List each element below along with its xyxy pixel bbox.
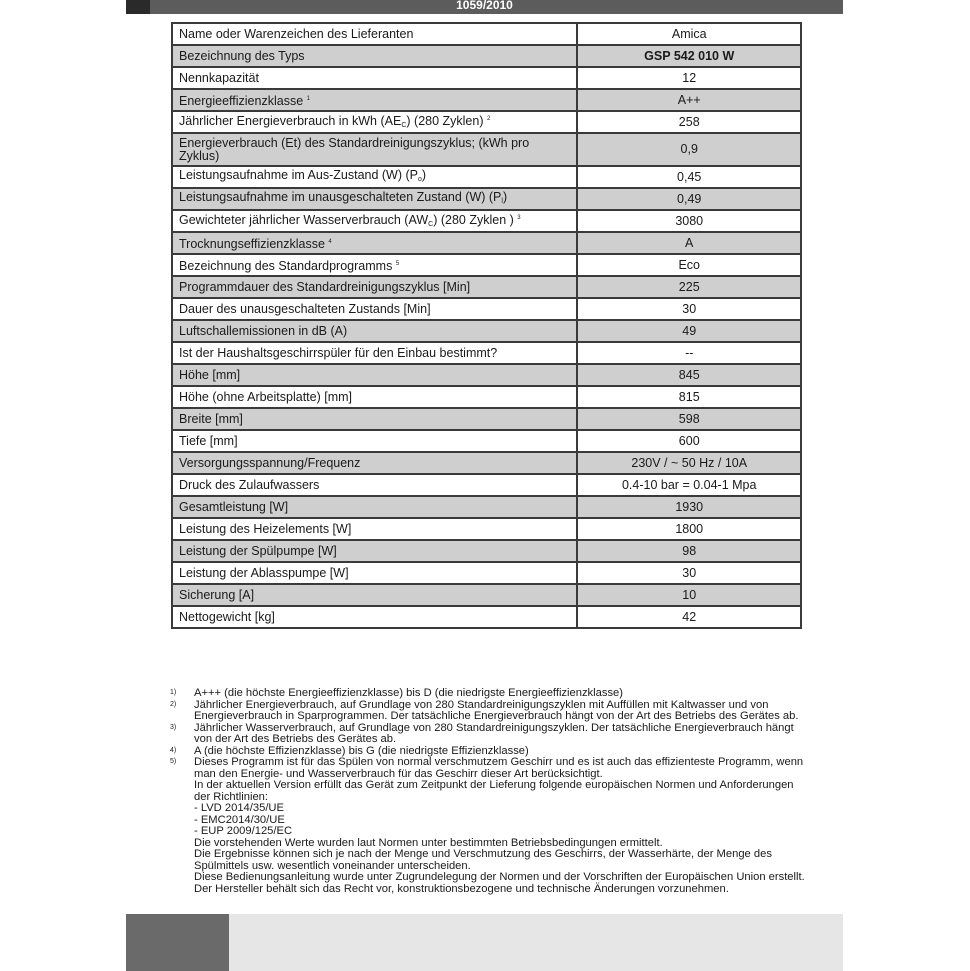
row-value: 230V / ~ 50 Hz / 10A (577, 452, 801, 474)
row-label: Höhe [mm] (172, 364, 577, 386)
header-corner-block (126, 0, 150, 14)
row-value: 42 (577, 606, 801, 628)
row-value: 1800 (577, 518, 801, 540)
table-row (172, 584, 801, 606)
row-value: 845 (577, 364, 801, 386)
additional-info (194, 780, 810, 895)
additional-line: - EUP 2009/125/EC (194, 825, 293, 837)
additional-line: Diese Bedienungsanleitung wurde unter Zugrundelegung der Normen und der Vorschriften der Europäischen Union erstellt. (194, 871, 805, 883)
row-label: Leistung der Spülpumpe [W] (172, 540, 577, 562)
footer-dark-block (126, 914, 229, 971)
table-row (172, 452, 801, 474)
row-value: -- (577, 342, 801, 364)
footnote (170, 723, 810, 746)
table-row (172, 496, 801, 518)
regulation-number: 1059/2010 (456, 0, 513, 12)
row-label: Bezeichnung des Standardprogramms $^5$ (172, 254, 577, 276)
row-label: Druck des Zulaufwassers (172, 474, 577, 496)
footnote (170, 700, 810, 723)
row-label: Energieverbrauch (Et) des Standardreinigungszyklus; (kWh pro Zyklus) (172, 133, 577, 166)
row-label: Leistungsaufnahme im unausgeschalteten Zustand (W) $(P_l)$ (172, 188, 577, 210)
footnote-text: Jährlicher Energieverbrauch, auf Grundlage von 280 Standardreinigungszyklen mit Auffüllen mit Kaltwasser und von Energieverbrauch in Sparprogrammen. Der tatsächliche Energieverbrauch hängt von der Art des Betriebs des Gerätes ab. (194, 698, 799, 722)
row-label: Jährlicher Energieverbrauch in kWh $(AE_C)$ (280 Zyklen) $^2$ (172, 111, 577, 133)
additional-line: In der aktuellen Version erfüllt das Gerät zum Zeitpunkt der Lieferung folgende europäischen Normen und Anforderungen der Richtlinien: (194, 779, 794, 803)
row-value: 0,45 (577, 166, 801, 188)
table-row (172, 254, 801, 276)
row-label: Gesamtleistung [W] (172, 496, 577, 518)
row-value: 30 (577, 562, 801, 584)
footnote-text: A (die höchste Effizienzklasse) bis G (die niedrigste Effizienzklasse) (194, 744, 529, 757)
row-value: Eco (577, 254, 801, 276)
row-label: Tiefe [mm] (172, 430, 577, 452)
row-label: Trocknungseffizienzklasse $^4$ (172, 232, 577, 254)
additional-line: Die vorstehenden Werte wurden laut Normen unter bestimmten Betriebsbedingungen ermittelt. (194, 836, 663, 849)
row-label: Leistung des Heizelements [W] (172, 518, 577, 540)
footnote-text: A+++ (die höchste Energieeffizienzklasse) bis D (die niedrigste Energieeffizienzklasse) (194, 687, 623, 699)
table-row (172, 408, 801, 430)
table-row (172, 210, 801, 232)
row-value: A (577, 232, 801, 254)
table-row (172, 188, 801, 210)
row-value: 598 (577, 408, 801, 430)
footnote-number: 2) (170, 700, 177, 708)
row-label: Höhe (ohne Arbeitsplatte) [mm] (172, 386, 577, 408)
table-row (172, 386, 801, 408)
row-value: 12 (577, 67, 801, 89)
footnote (170, 757, 810, 780)
row-value: 0,9 (577, 133, 801, 166)
row-label: Bezeichnung des Typs (172, 45, 577, 67)
table-row (172, 606, 801, 628)
row-value: GSP 542 010 W (577, 45, 801, 67)
row-value: 815 (577, 386, 801, 408)
row-label: Dauer des unausgeschalteten Zustands [Min] (172, 298, 577, 320)
row-value: 10 (577, 584, 801, 606)
row-value: 225 (577, 276, 801, 298)
footnote-number: 1) (170, 689, 177, 696)
table-row (172, 166, 801, 188)
table-row (172, 133, 801, 166)
footnote-text: Dieses Programm ist für das Spülen von normal verschmutzem Geschirr und es ist auch das effizienteste Programm, wenn man den Energie- und Wasserverbrauch für das Geschirr dieser Art berücksichtigt. (194, 756, 804, 780)
row-value: A++ (577, 89, 801, 111)
footnote (170, 688, 810, 700)
row-label: Programmdauer des Standardreinigungszyklus [Min] (172, 276, 577, 298)
additional-line: Der Hersteller behält sich das Recht vor, konstruktionsbezogene und technische Änderungen vorzunehmen. (194, 882, 729, 895)
row-value: 30 (577, 298, 801, 320)
table-row (172, 540, 801, 562)
footer-light-block (229, 914, 843, 971)
row-value: 600 (577, 430, 801, 452)
row-value: Amica (577, 23, 801, 45)
row-label: Nettogewicht [kg] (172, 606, 577, 628)
table-row (172, 232, 801, 254)
row-value: 98 (577, 540, 801, 562)
table-row (172, 364, 801, 386)
row-label: Ist der Haushaltsgeschirrspüler für den Einbau bestimmt? (172, 342, 577, 364)
table-row (172, 45, 801, 67)
table-row (172, 23, 801, 45)
row-label: Gewichteter jährlicher Wasserverbrauch $(AW_C)$ (280 Zyklen ) $^3$ (172, 210, 577, 232)
table-row (172, 89, 801, 111)
row-label: Energieeffizienzklasse $^1$ (172, 89, 577, 111)
footnote-number: 4) (170, 746, 177, 754)
row-label: Breite [mm] (172, 408, 577, 430)
table-row (172, 111, 801, 133)
footnotes (170, 688, 810, 895)
table-row (172, 320, 801, 342)
spec-table (171, 22, 802, 629)
top-header-bar (126, 0, 843, 14)
row-value: 0,49 (577, 188, 801, 210)
row-value: 0.4-10 bar = 0.04-1 Mpa (577, 474, 801, 496)
row-label: Name oder Warenzeichen des Lieferanten (172, 23, 577, 45)
row-value: 3080 (577, 210, 801, 232)
additional-line: - LVD 2014/35/UE (194, 802, 284, 814)
table-row (172, 562, 801, 584)
footnote-number: 3) (170, 723, 177, 731)
row-label: Luftschallemissionen in dB (A) (172, 320, 577, 342)
table-row (172, 474, 801, 496)
additional-line: Die Ergebnisse können sich je nach der Menge und Verschmutzung des Geschirrs, der Wasserhärte, der Menge des Spülmittels usw. wesentlich voneinander unterscheiden. (194, 848, 772, 872)
table-row (172, 518, 801, 540)
row-label: Leistungsaufnahme im Aus-Zustand (W) $(P_o)$ (172, 166, 577, 188)
row-label: Nennkapazität (172, 67, 577, 89)
footnote-text: Jährlicher Wasserverbrauch, auf Grundlage von 280 Standardreinigungszyklen. Der tatsächliche Energieverbrauch hängt von der Art des Betriebs des Gerätes ab. (194, 721, 794, 745)
table-row (172, 342, 801, 364)
table-row (172, 276, 801, 298)
row-label: Sicherung [A] (172, 584, 577, 606)
row-label: Leistung der Ablasspumpe [W] (172, 562, 577, 584)
row-value: 258 (577, 111, 801, 133)
table-row (172, 298, 801, 320)
table-row (172, 67, 801, 89)
row-label: Versorgungsspannung/Frequenz (172, 452, 577, 474)
table-row (172, 430, 801, 452)
additional-line: - EMC2014/30/UE (194, 813, 285, 826)
row-value: 1930 (577, 496, 801, 518)
row-value: 49 (577, 320, 801, 342)
footnote-number: 5) (170, 758, 177, 765)
